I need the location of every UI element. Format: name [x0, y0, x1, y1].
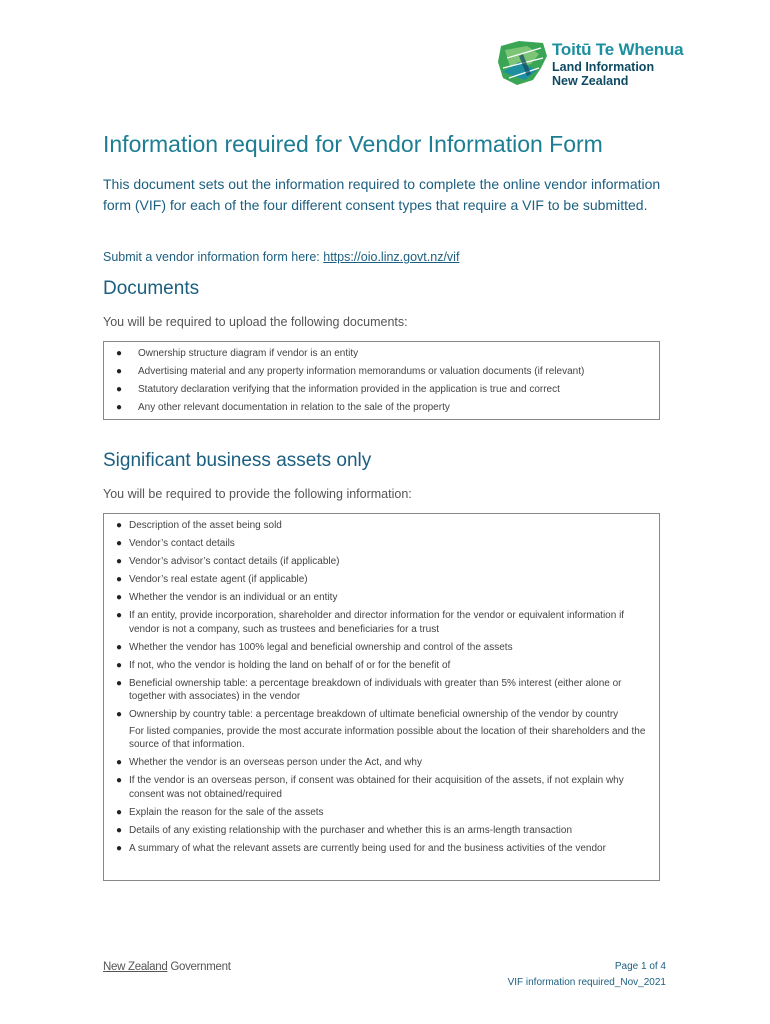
sba-lead: You will be required to provide the following information: [103, 487, 412, 501]
list-item-text: Ownership by country table: a percentage breakdown of ultimate beneficial ownership of the vendor by country [129, 709, 619, 720]
bullet-icon: ● [116, 592, 123, 603]
bullet-icon: ● [116, 709, 123, 720]
list-item [104, 555, 659, 569]
list-item-text: Vendor’s contact details [129, 538, 235, 549]
page-title: Information required for Vendor Information Form [103, 131, 603, 157]
list-item-text: Description of the asset being sold [129, 520, 282, 531]
submit-text: Submit a vendor information form here: [103, 250, 324, 264]
vif-link[interactable]: https://oio.linz.govt.nz/vif [323, 250, 460, 264]
list-item-text: A summary of what the relevant assets are currently being used for and the business activities of the vendor [129, 842, 606, 854]
list-item-text: Vendor’s advisor’s contact details (if applicable) [129, 556, 340, 567]
nz-government-logo [103, 961, 231, 973]
list-item-text: If the vendor is an overseas person, if consent was obtained for their acquisition of the assets, if not explain why consent was not obtained/required [129, 775, 624, 800]
logo-subtitle-2: New Zealand [552, 74, 629, 88]
land-map-icon [497, 40, 549, 86]
list-item [104, 609, 659, 636]
list-item-text: Explain the reason for the sale of the assets [129, 806, 324, 818]
bullet-icon: ● [116, 659, 123, 671]
logo-subtitle-1: Land Information [552, 60, 655, 74]
page-number: Page 1 of 4 [614, 961, 666, 972]
list-item-text: Beneficial ownership table: a percentage breakdown of individuals with greater than 5% interest (either alone or together with associates) in the vendor [129, 677, 622, 702]
bullet-icon: ● [116, 842, 123, 854]
submit-line [103, 250, 459, 264]
list-item [104, 677, 659, 704]
bullet-icon: ● [116, 366, 123, 378]
list-item [104, 806, 659, 820]
bullet-icon: ● [116, 402, 123, 414]
bullet-icon: ● [116, 520, 123, 531]
list-item [104, 537, 659, 551]
logo-title: Toitū Te Whenua [552, 40, 684, 59]
list-item [104, 708, 659, 752]
bullet-icon: ● [116, 574, 123, 585]
sba-list [104, 519, 659, 855]
bullet-icon: ● [116, 641, 123, 653]
list-item [104, 383, 659, 397]
list-item-text: Whether the vendor is an overseas person under the Act, and why [129, 757, 422, 768]
documents-heading: Documents [103, 278, 200, 299]
list-item [104, 756, 659, 770]
bullet-icon: ● [116, 538, 123, 549]
list-item-text: Statutory declaration verifying that the information provided in the application is true and correct [138, 384, 560, 396]
list-item [104, 774, 659, 801]
list-item [104, 347, 659, 361]
documents-list [104, 347, 659, 415]
bullet-icon: ● [116, 824, 123, 836]
documents-lead: You will be required to upload the following documents: [103, 315, 408, 329]
list-item [104, 573, 659, 587]
list-item [104, 659, 659, 673]
list-item-text: Whether the vendor is an individual or an entity [129, 592, 338, 603]
gov-logo-part-1: New Zealand [103, 961, 168, 973]
bullet-icon: ● [116, 677, 123, 689]
document-reference: VIF information required_Nov_2021 [507, 977, 666, 988]
list-item [104, 365, 659, 379]
list-item-text: Details of any existing relationship with the purchaser and whether this is an arms-length transaction [129, 824, 573, 836]
bullet-icon: ● [116, 610, 123, 621]
list-item-text: If not, who the vendor is holding the land on behalf of or for the benefit of [129, 659, 451, 671]
bullet-icon: ● [116, 348, 123, 359]
sba-heading: Significant business assets only [103, 450, 372, 471]
list-item-text: Vendor’s real estate agent (if applicable) [129, 574, 308, 585]
list-item-text: Any other relevant documentation in relation to the sale of the property [138, 402, 450, 414]
list-item [104, 591, 659, 605]
country-note: For listed companies, provide the most accurate information possible about the location of their shareholders and the source of that information. [129, 725, 646, 750]
bullet-icon: ● [116, 757, 123, 768]
bullet-icon: ● [116, 806, 123, 818]
list-item-text: Ownership structure diagram if vendor is an entity [138, 348, 359, 359]
list-item [104, 824, 659, 838]
sba-box [103, 513, 660, 881]
bullet-icon: ● [116, 384, 123, 396]
intro-paragraph: This document sets out the information required to complete the online vendor information form (VIF) for each of the four different consent types that require a VIF to be submitted. [103, 176, 661, 213]
list-item [104, 842, 659, 856]
bullet-icon: ● [116, 775, 123, 786]
gov-logo-part-2: Government [167, 961, 231, 973]
documents-box [103, 341, 660, 420]
list-item [104, 641, 659, 655]
linz-logo [497, 40, 697, 88]
list-item [104, 401, 659, 415]
list-item [104, 519, 659, 533]
list-item-text: Advertising material and any property information memorandums or valuation documents (if relevant) [138, 366, 585, 378]
bullet-icon: ● [116, 556, 123, 567]
list-item-text: If an entity, provide incorporation, shareholder and director information for the vendor or equivalent information if vendor is not a company, such as trustees and beneficiaries for a trust [129, 610, 625, 635]
list-item-text: Whether the vendor has 100% legal and beneficial ownership and control of the assets [129, 641, 513, 653]
